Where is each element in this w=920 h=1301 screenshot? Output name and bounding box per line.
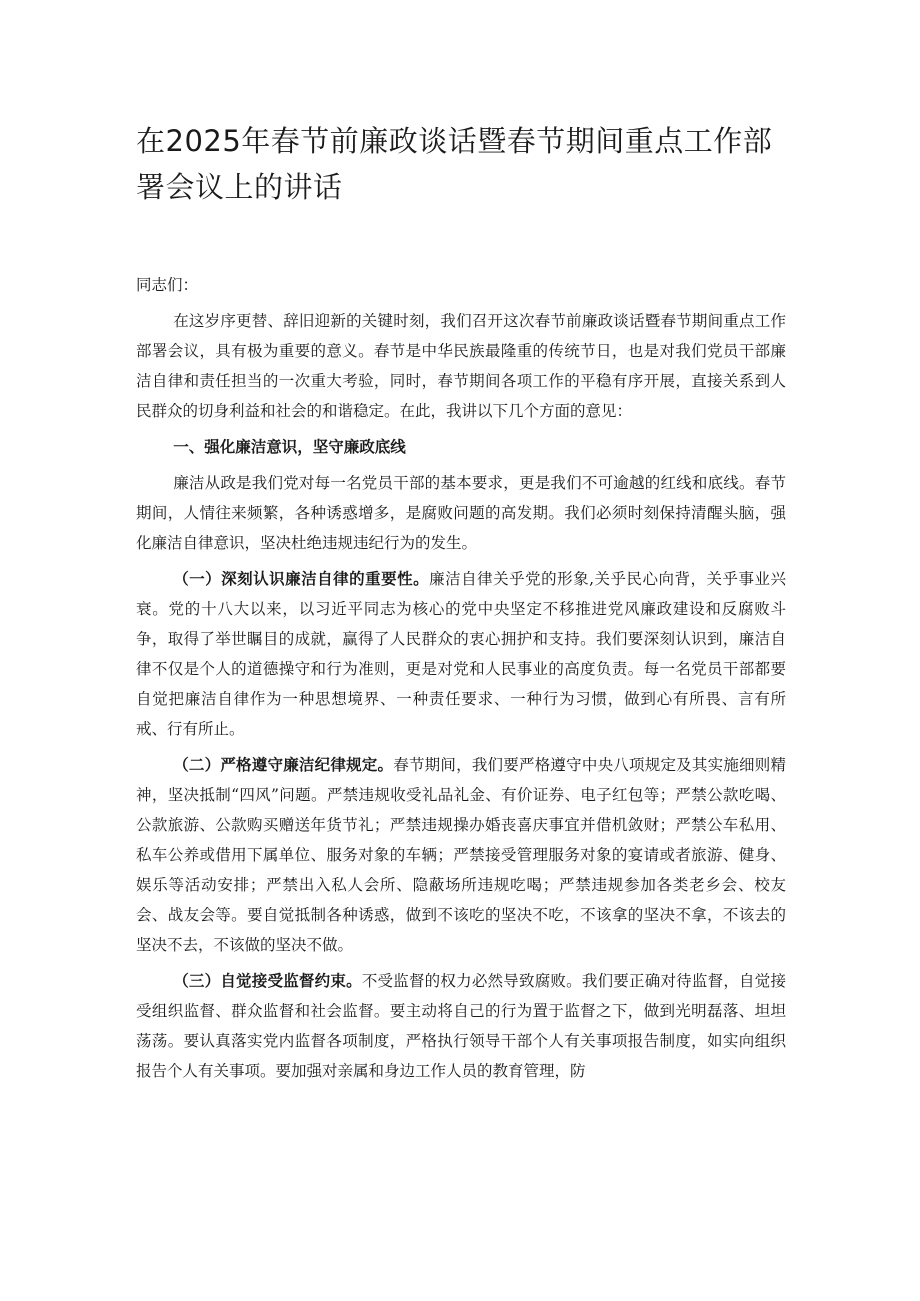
subsection-text-3: 不受监督的权力必然导致腐败。我们要正确对待监督，自觉接受组织监督、群众监督和社会监督。要主动将自己的行为置于监督之下，做到光明磊落、坦坦荡荡。要认真落实党内监督各项制度，严格执行领导干部个人有关事项报告制度，如实向组织报告个人有关事项。要加强对亲属和身边工作人员的教育管理，防	[136, 972, 786, 1080]
document-title: 在2025年春节前廉政谈话暨春节期间重点工作部署会议上的讲话	[136, 124, 773, 204]
document-body	[136, 270, 786, 1086]
section-heading: 一、强化廉洁意识，坚守廉政底线	[173, 438, 406, 456]
subsection-paragraph-1	[136, 564, 786, 744]
subsection-lead-1: （一）深刻认识廉洁自律的重要性。	[173, 570, 430, 588]
subsection-lead-3: （三）自觉接受监督约束。	[173, 972, 362, 990]
subsection-text-2: 春节期间，我们要严格遵守中央八项规定及其实施细则精神，坚决抵制“四风”问题。严禁违规收受礼品礼金、有价证券、电子红包等；严禁公款吃喝、公款旅游、公款购买赠送年货节礼；严禁违规操办婚丧喜庆事宜并借机敛财；严禁公车私用、私车公养或借用下属单位、服务对象的车辆；严禁接受管理服务对象的宴请或者旅游、健身、娱乐等活动安排；严禁出入私人会所、隐蔽场所违规吃喝；严禁违规参加各类老乡会、校友会、战友会等。要自觉抵制各种诱惑，做到不该吃的坚决不吃，不该拿的坚决不拿，不该去的坚决不去，不该做的坚决不做。	[136, 756, 786, 954]
subsection-paragraph-2	[136, 750, 786, 960]
subsection-paragraph-3	[136, 966, 786, 1086]
subsection-text-1: 廉洁自律关乎党的形象,关乎民心向背，关乎事业兴衰。党的十八大以来，以习近平同志为核心的党中央坚定不移推进党风廉政建设和反腐败斗争，取得了举世瞩目的成就，赢得了人民群众的衷心拥护和支持。我们要深刻认识到，廉洁自律不仅是个人的道德操守和行为准则，更是对党和人民事业的高度负责。每一名党员干部都要自觉把廉洁自律作为一种思想境界、一种责任要求、一种行为习惯，做到心有所畏、言有所戒、行有所止。	[136, 570, 786, 738]
intro-paragraph: 在这岁序更替、辞旧迎新的关键时刻，我们召开这次春节前廉政谈话暨春节期间重点工作部署会议，具有极为重要的意义。春节是中华民族最隆重的传统节日，也是对我们党员干部廉洁自律和责任担当的一次重大考验，同时，春节期间各项工作的平稳有序开展，直接关系到人民群众的切身利益和社会的和谐稳定。在此，我讲以下几个方面的意见：	[136, 312, 786, 420]
subsection-lead-2: （二）严格遵守廉洁纪律规定。	[173, 756, 394, 774]
salutation: 同志们：	[136, 276, 199, 294]
section-paragraph: 廉洁从政是我们党对每一名党员干部的基本要求，更是我们不可逾越的红线和底线。春节期间，人情往来频繁，各种诱惑增多，是腐败问题的高发期。我们必须时刻保持清醒头脑，强化廉洁自律意识，坚决杜绝违规违纪行为的发生。	[136, 474, 786, 552]
